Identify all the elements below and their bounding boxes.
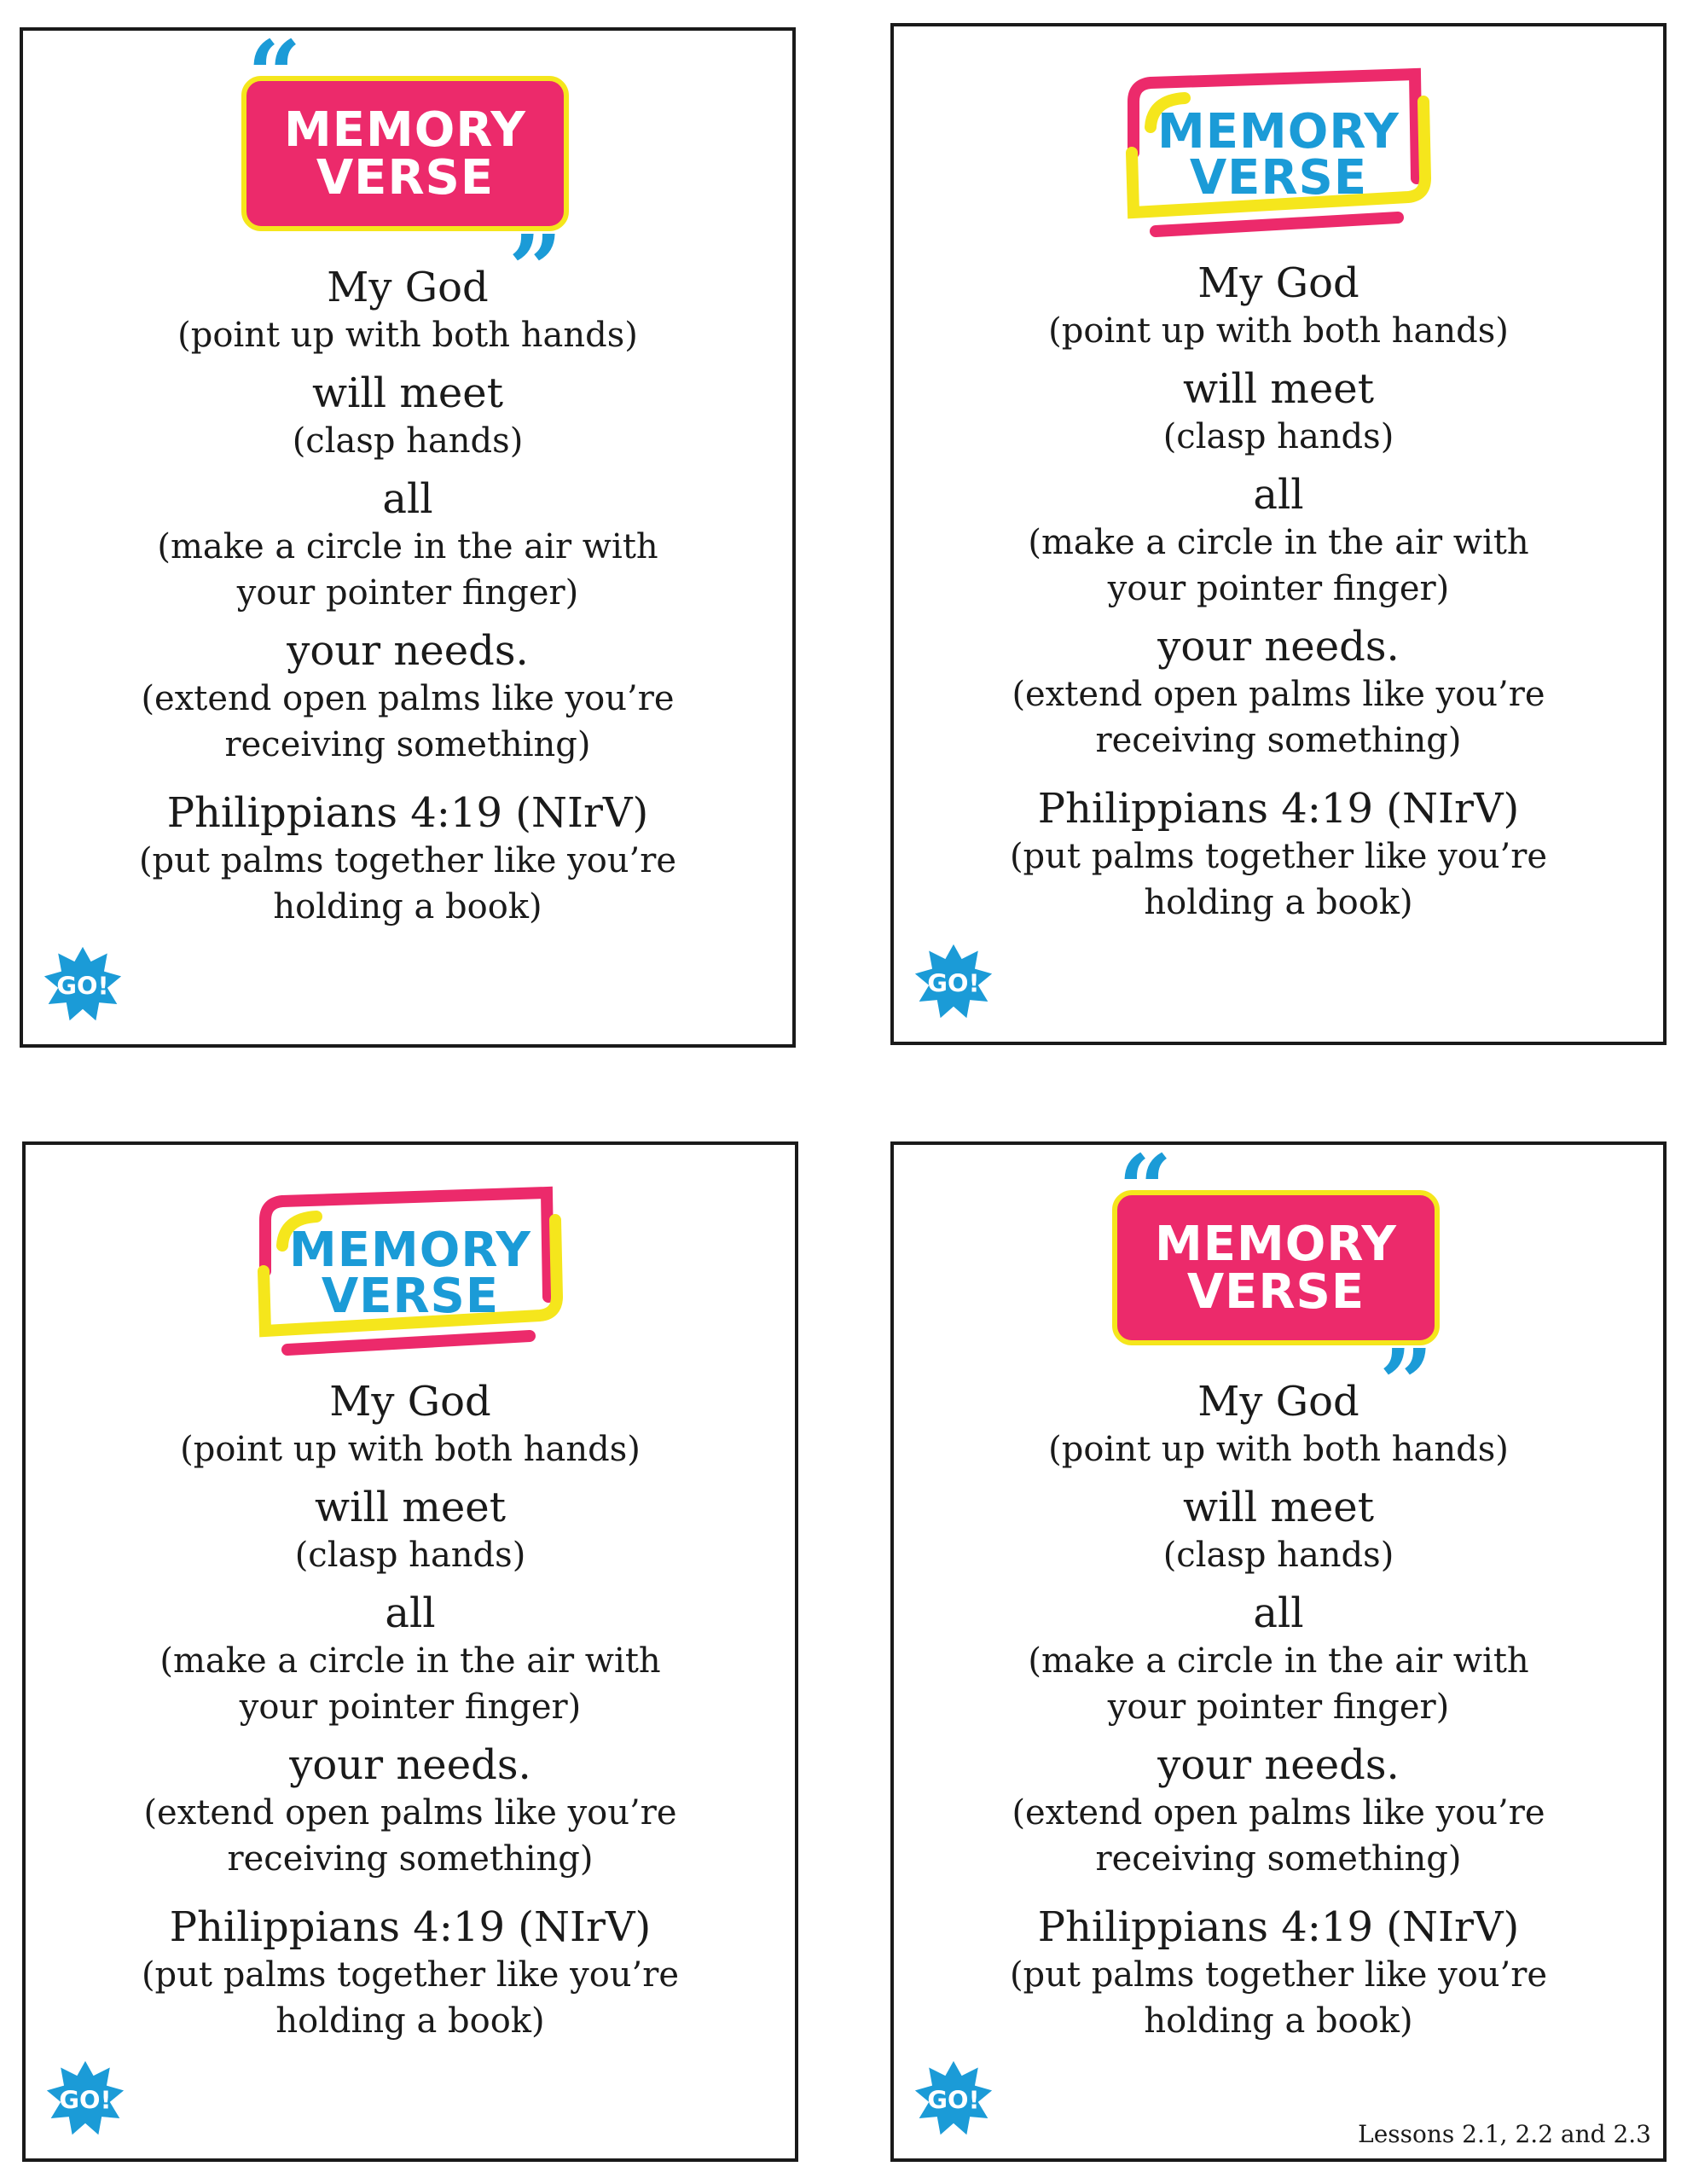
action-circle-a: (make a circle in the air with (1028, 523, 1529, 562)
go-logo-icon (913, 2058, 994, 2140)
memory-verse-card-1 (20, 20, 796, 1048)
action-circle-b: your pointer finger) (1107, 569, 1450, 608)
svg-text:”: ” (1379, 1328, 1434, 1438)
go-logo-icon (42, 944, 124, 1025)
verse-line-all: all (1253, 471, 1304, 519)
logo-line-1: MEMORY (1157, 104, 1400, 160)
logo-line-1: MEMORY (284, 102, 526, 158)
verse-line-will-meet: will meet (311, 369, 503, 417)
svg-text:GO!: GO! (927, 968, 980, 998)
action-palms-a: (extend open palms like you’re (141, 679, 675, 718)
action-book-a: (put palms together like you’re (1009, 837, 1548, 876)
verse-line-your-needs: your needs. (289, 1741, 531, 1789)
go-logo-icon (913, 941, 994, 1023)
action-palms-a: (extend open palms like you’re (143, 1793, 677, 1833)
memory-verse-card-2 (890, 23, 1667, 1045)
action-palms-a: (extend open palms like you’re (1012, 1793, 1545, 1833)
logo-line-2: VERSE (321, 1269, 500, 1324)
verse-block (23, 263, 792, 930)
action-book-a: (put palms together like you’re (141, 1955, 680, 1995)
verse-reference: Philippians 4:19 (NIrV) (169, 1903, 652, 1951)
memory-verse-logo (1099, 50, 1458, 255)
verse-block (894, 258, 1663, 926)
verse-line-my-god: My God (327, 264, 489, 311)
svg-text:GO!: GO! (59, 2085, 112, 2115)
svg-text:“: “ (247, 20, 302, 130)
action-book-b: holding a book) (1144, 883, 1413, 922)
svg-text:”: ” (508, 214, 563, 324)
verse-reference: Philippians 4:19 (NIrV) (1037, 785, 1520, 833)
svg-text:GO!: GO! (927, 2085, 980, 2115)
logo-line-1: MEMORY (1155, 1217, 1397, 1272)
verse-line-your-needs: your needs. (287, 627, 529, 675)
action-palms-b: receiving something) (1095, 721, 1462, 760)
memory-verse-logo (231, 1169, 589, 1374)
lessons-footnote: Lessons 2.1, 2.2 and 2.3 (1358, 2120, 1651, 2148)
action-palms-a: (extend open palms like you’re (1012, 675, 1545, 714)
action-book-a: (put palms together like you’re (138, 841, 677, 880)
svg-text:“: “ (1118, 1134, 1173, 1244)
action-book-b: holding a book) (275, 2001, 545, 2041)
go-logo-icon (44, 2058, 126, 2140)
verse-reference: Philippians 4:19 (NIrV) (1037, 1903, 1520, 1951)
verse-reference: Philippians 4:19 (NIrV) (166, 789, 649, 837)
action-point-up: (point up with both hands) (180, 1430, 641, 1469)
action-palms-b: receiving something) (227, 1839, 594, 1879)
verse-line-my-god: My God (1197, 1378, 1359, 1426)
action-circle-b: your pointer finger) (239, 1687, 582, 1727)
logo-line-2: VERSE (316, 150, 495, 206)
verse-block (894, 1377, 1663, 2044)
verse-line-will-meet: will meet (1182, 365, 1374, 413)
verse-line-all: all (1253, 1589, 1304, 1637)
action-circle-a: (make a circle in the air with (1028, 1641, 1529, 1681)
svg-text:GO!: GO! (56, 971, 109, 1001)
action-palms-b: receiving something) (1095, 1839, 1462, 1879)
verse-line-my-god: My God (1197, 259, 1359, 307)
action-circle-a: (make a circle in the air with (159, 1641, 661, 1681)
logo-line-2: VERSE (1186, 1264, 1365, 1320)
action-book-b: holding a book) (273, 887, 542, 926)
memory-verse-card-4 (890, 1134, 1667, 2162)
verse-line-your-needs: your needs. (1157, 1741, 1400, 1789)
action-book-a: (put palms together like you’re (1009, 1955, 1548, 1995)
memory-verse-card-3 (22, 1141, 798, 2162)
action-point-up: (point up with both hands) (177, 316, 638, 355)
action-clasp-hands: (clasp hands) (1162, 417, 1394, 456)
action-circle-b: your pointer finger) (236, 573, 579, 613)
action-point-up: (point up with both hands) (1048, 311, 1509, 351)
verse-line-my-god: My God (329, 1378, 491, 1426)
logo-line-2: VERSE (1189, 150, 1368, 206)
verse-line-all: all (382, 475, 433, 523)
verse-line-will-meet: will meet (1182, 1484, 1374, 1531)
action-clasp-hands: (clasp hands) (294, 1536, 526, 1575)
verse-block (26, 1377, 795, 2044)
verse-line-will-meet: will meet (314, 1484, 506, 1531)
action-palms-b: receiving something) (224, 725, 591, 764)
logo-line-1: MEMORY (289, 1223, 531, 1278)
action-circle-b: your pointer finger) (1107, 1687, 1450, 1727)
verse-line-your-needs: your needs. (1157, 623, 1400, 671)
action-circle-a: (make a circle in the air with (157, 527, 658, 566)
action-clasp-hands: (clasp hands) (1162, 1536, 1394, 1575)
verse-line-all: all (385, 1589, 436, 1637)
action-clasp-hands: (clasp hands) (292, 421, 524, 461)
action-book-b: holding a book) (1144, 2001, 1413, 2041)
action-point-up: (point up with both hands) (1048, 1430, 1509, 1469)
